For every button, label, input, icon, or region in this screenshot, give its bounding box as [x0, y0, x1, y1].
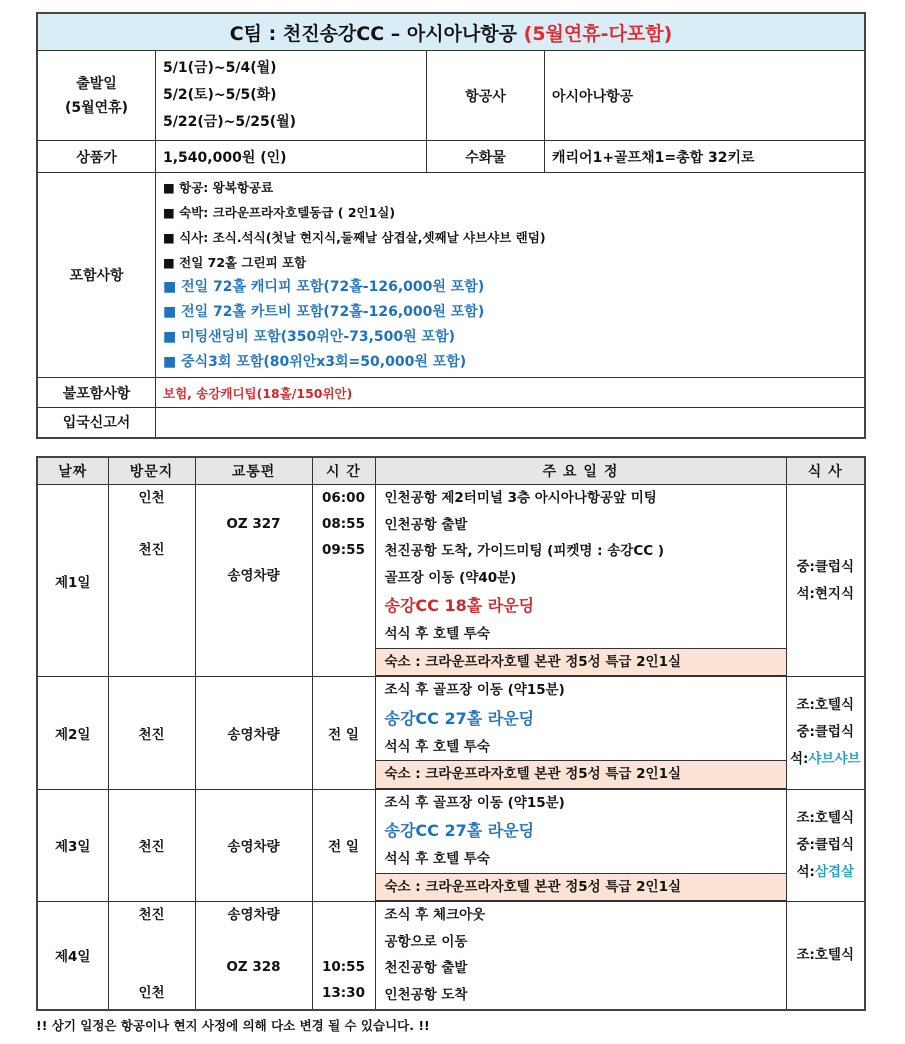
round-event: 송강CC 27홀 라운딩	[384, 708, 535, 728]
meal-dinner-value: 샤브샤브	[808, 751, 861, 768]
day-events	[375, 677, 786, 790]
time: 10:55	[322, 959, 365, 975]
time: 09:55	[322, 542, 365, 558]
day-places	[108, 902, 195, 1010]
included-item-blue: ■ 전일 72홀 캐디피 포함(72홀-126,000원 포함)	[163, 279, 485, 295]
meal: 석:현지식	[796, 585, 855, 602]
time: 전 일	[312, 789, 375, 902]
hotel-stay: 숙소 : 크라운프라자호텔 본관 정5성 특급 2인1실	[376, 648, 786, 677]
schedule-header-row	[37, 457, 865, 485]
place	[109, 928, 195, 954]
schedule-table	[36, 456, 866, 1011]
transport	[196, 928, 312, 954]
page-title	[37, 13, 865, 51]
title-accent: (5월연휴-다포함)	[523, 22, 673, 45]
meal: 중:클럽식	[796, 724, 855, 741]
meal-prefix: 석:	[789, 751, 809, 768]
included-item-blue: ■ 미팅샌딩비 포함(350위안-73,500원 포함)	[163, 329, 455, 345]
date-2: 5/2(토)~5/5(화)	[163, 87, 277, 103]
day-times	[312, 902, 375, 1010]
included-list	[156, 173, 866, 378]
meal: 조:호텔식	[796, 946, 855, 963]
included-item-blue: ■ 전일 72홀 카트비 포함(72홀-126,000원 포함)	[163, 304, 485, 320]
meal-dinner	[787, 859, 865, 886]
event: 천진공항 도착, 가이드미팅 (피켓명 : 송강CC )	[384, 543, 665, 559]
round-event: 송강CC 18홀 라운딩	[384, 596, 535, 615]
transport	[196, 537, 312, 563]
footer-notice: !! 상기 일정은 항공이나 현지 사정에 의해 다소 변경 될 수 있습니다. !!	[36, 1018, 430, 1033]
round-event: 송강CC 27홀 라운딩	[384, 821, 535, 840]
event: 공항으로 이동	[384, 933, 468, 950]
meal: 중:클럽식	[796, 558, 855, 575]
departure-label-line1: 출발일	[76, 75, 117, 92]
included-label: 포함사항	[37, 173, 156, 378]
meal: 조:호텔식	[796, 809, 855, 826]
place: 천진	[138, 542, 165, 558]
day-times	[312, 485, 375, 677]
date-3: 5/22(금)~5/25(월)	[163, 114, 297, 130]
transport: 송영차량	[195, 677, 312, 790]
time: 13:30	[322, 985, 365, 1001]
price-value: 1,540,000원 (인)	[156, 141, 427, 173]
transport: OZ 327	[226, 516, 281, 532]
day-row	[37, 789, 865, 902]
transport: 송영차량	[227, 568, 280, 584]
place: 천진	[138, 907, 165, 923]
day-row	[37, 485, 865, 677]
time	[313, 902, 375, 928]
info-table	[36, 12, 866, 439]
day-meals	[786, 677, 865, 790]
excluded-value: 보험, 송강캐디팁(18홀/150위안)	[156, 378, 866, 408]
header-meal: 식 사	[786, 457, 865, 485]
transport	[196, 485, 312, 511]
meal: 조:호텔식	[796, 697, 855, 714]
day-places	[108, 485, 195, 677]
time	[313, 928, 375, 954]
time: 전 일	[312, 677, 375, 790]
day-transport	[195, 485, 312, 677]
day-meals	[786, 485, 865, 677]
event: 인천공항 도착	[384, 986, 468, 1003]
event: 조식 후 골프장 이동 (약15분)	[384, 794, 565, 811]
day-row	[37, 677, 865, 790]
place: 인천	[138, 985, 165, 1001]
day-label: 제4일	[37, 902, 108, 1010]
departure-label-line2: (5월연휴)	[64, 99, 129, 116]
header-time: 시 간	[312, 457, 375, 485]
event: 인천공항 제2터미널 3층 아시아나항공앞 미팅	[384, 490, 657, 506]
meal-dinner-value: 삼겹살	[814, 863, 855, 880]
day-meals	[786, 789, 865, 902]
day-transport	[195, 902, 312, 1010]
meal-dinner	[787, 746, 865, 773]
place	[109, 954, 195, 980]
immigration-label: 입국신고서	[37, 408, 156, 438]
excluded-label: 불포함사항	[37, 378, 156, 408]
included-item: ■ 식사: 조식.석식(첫날 현지식,둘째날 삼겹살,셋째날 샤브샤브 랜덤)	[163, 230, 546, 245]
departure-dates	[156, 51, 427, 141]
title-main: C팀 : 천진송강CC – 아시아나항공	[229, 22, 518, 45]
baggage-value: 캐리어1+골프채1=총합 32키로	[545, 141, 866, 173]
day-events	[375, 485, 786, 677]
day-events	[375, 902, 786, 1010]
meal-prefix: 석:	[796, 863, 815, 880]
day-label: 제2일	[37, 677, 108, 790]
header-transport: 교통편	[195, 457, 312, 485]
transport: 송영차량	[227, 907, 280, 923]
transport: 송영차량	[195, 789, 312, 902]
hotel-stay: 숙소 : 크라운프라자호텔 본관 정5성 특급 2인1실	[376, 760, 786, 789]
included-item: ■ 숙박: 크라운프라자호텔동급 ( 2인1실)	[163, 205, 396, 220]
day-meals	[786, 902, 865, 1010]
event: 조식 후 골프장 이동 (약15분)	[384, 682, 565, 698]
date-1: 5/1(금)~5/4(월)	[163, 60, 277, 76]
place: 천진	[108, 677, 195, 790]
header-place: 방문지	[108, 457, 195, 485]
time: 08:55	[322, 516, 365, 532]
meal: 중:클럽식	[796, 836, 855, 853]
airline-value: 아시아나항공	[545, 51, 866, 141]
hotel-stay: 숙소 : 크라운프라자호텔 본관 정5성 특급 2인1실	[376, 873, 786, 902]
place: 인천	[138, 490, 165, 506]
event: 골프장 이동 (약40분)	[384, 569, 517, 586]
included-item: ■ 항공: 왕복항공료	[163, 180, 274, 195]
day-row	[37, 902, 865, 1010]
event: 인천공항 출발	[384, 516, 468, 533]
time: 06:00	[322, 490, 365, 506]
place: 천진	[108, 789, 195, 902]
price-label: 상품가	[37, 141, 156, 173]
event: 석식 후 호텔 투숙	[384, 738, 490, 755]
header-date: 날짜	[37, 457, 108, 485]
departure-label	[37, 51, 156, 141]
header-schedule: 주 요 일 정	[375, 457, 786, 485]
day-label: 제1일	[37, 485, 108, 677]
event: 천진공항 출발	[384, 960, 468, 976]
event: 조식 후 체크아웃	[384, 907, 486, 923]
event: 석식 후 호텔 투숙	[384, 626, 490, 642]
airline-label: 항공사	[427, 51, 545, 141]
event: 석식 후 호텔 투숙	[384, 851, 490, 867]
baggage-label: 수화물	[427, 141, 545, 173]
immigration-value	[156, 408, 866, 438]
included-item-blue: ■ 중식3회 포함(80위안x3회=50,000원 포함)	[163, 354, 467, 370]
included-item: ■ 전일 72홀 그린피 포함	[163, 255, 307, 270]
day-events	[375, 789, 786, 902]
place	[109, 511, 195, 537]
transport: OZ 328	[226, 959, 281, 975]
day-label: 제3일	[37, 789, 108, 902]
